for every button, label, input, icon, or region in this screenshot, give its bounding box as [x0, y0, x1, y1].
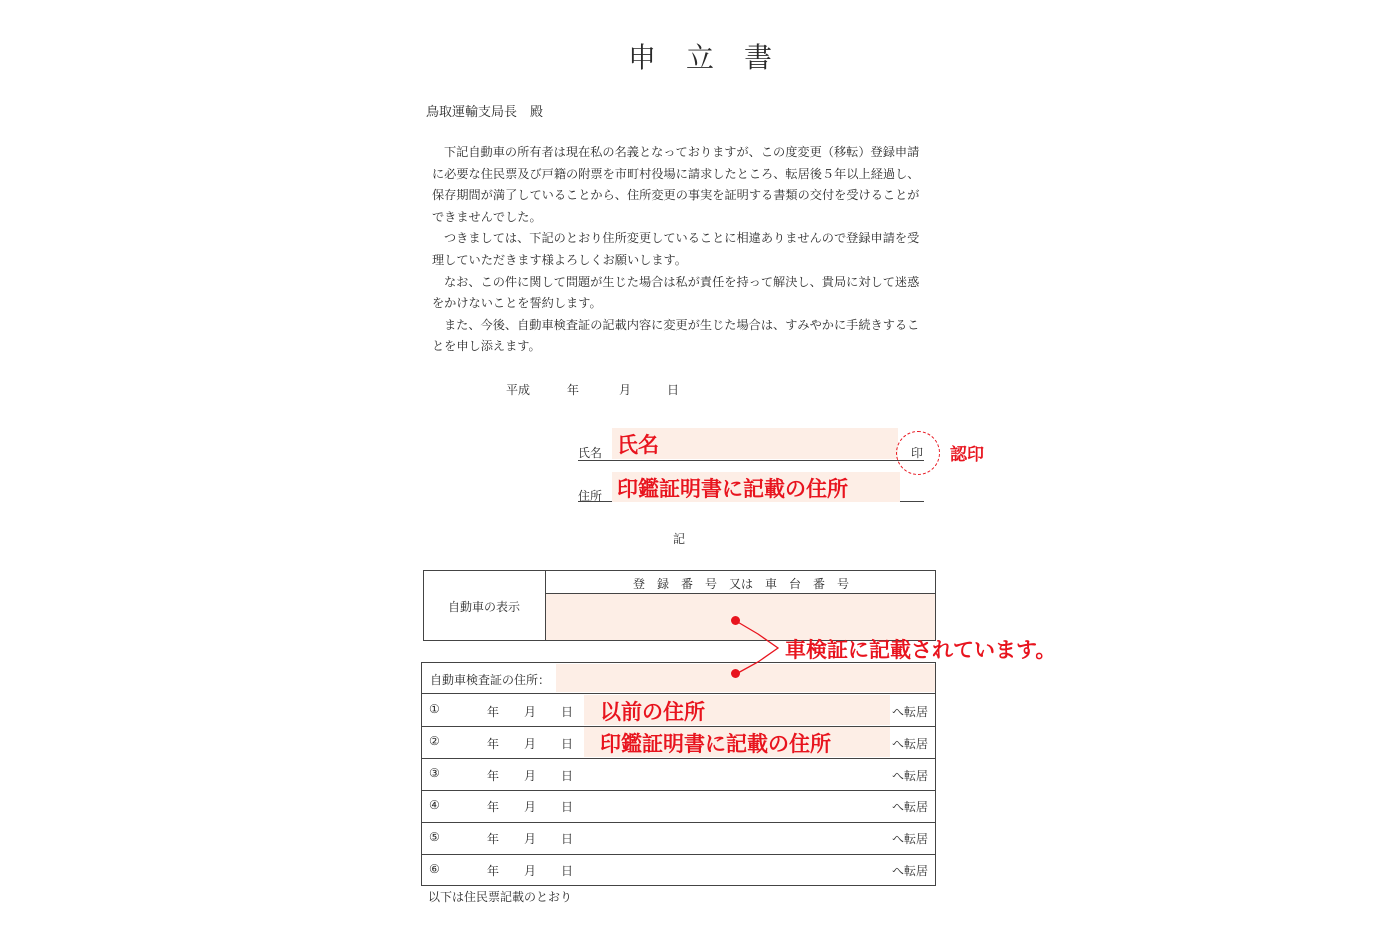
body-line: できませんでした。 — [432, 209, 542, 224]
row-1-num: ① — [429, 702, 440, 716]
body-line: 下記自動車の所有者は現在私の名義となっておりますが、この度変更（移転）登録申請 — [444, 145, 920, 159]
row-1-annotation: 以前の住所 — [600, 700, 705, 724]
address-label: 住所 — [578, 489, 603, 503]
row-4-num: ④ — [429, 798, 440, 812]
body-line: また、今後、自動車検査証の記載内容に変更が生じた場合は、すみやかに手続きするこ — [444, 317, 920, 332]
row-6-month: 月 — [524, 864, 537, 878]
row-6-year: 年 — [487, 864, 500, 878]
row-3-suffix: へ転居 — [892, 769, 929, 783]
row-5-year: 年 — [487, 832, 500, 846]
body-line: つきましては、下記のとおり住所変更していることに相違ありませんので登録申請を受 — [444, 231, 920, 246]
inspection-address-label: 自動車検査証の住所： — [430, 673, 551, 687]
vehicle-number-header: 登 録 番 号 又は 車 台 番 号 — [632, 577, 849, 591]
row-4-day: 日 — [561, 800, 574, 814]
row-3-year: 年 — [487, 769, 500, 783]
callout-bracket-icon — [730, 610, 790, 686]
date-month: 月 — [619, 383, 632, 397]
seal-note: 認印 — [950, 445, 984, 465]
date-era: 平成 — [506, 383, 531, 397]
addressee: 鳥取運輸支局長 殿 — [426, 105, 544, 120]
body-line: をかけないことを誓約します。 — [432, 296, 602, 311]
shaken-note: 車検証に記載されています。 — [785, 638, 1057, 662]
date-day: 日 — [667, 383, 680, 397]
row-5-month: 月 — [524, 832, 537, 846]
name-underline — [578, 460, 924, 461]
name-label: 氏名 — [578, 446, 603, 460]
body-line: に必要な住民票及び戸籍の附票を市町村役場に請求したところ、転居後５年以上経過し、 — [432, 166, 920, 181]
row-2-month: 月 — [524, 737, 537, 751]
row-2-suffix: へ転居 — [892, 737, 929, 751]
row-5-num: ⑤ — [429, 830, 440, 844]
row-2-day: 日 — [561, 737, 574, 751]
body-line: とを申し添えます。 — [432, 339, 541, 354]
row-divider — [421, 693, 936, 694]
row-1-day: 日 — [561, 705, 574, 719]
row-5-day: 日 — [561, 832, 574, 846]
address-annotation: 印鑑証明書に記載の住所 — [617, 477, 848, 501]
row-3-month: 月 — [524, 769, 537, 783]
row-2-annotation: 印鑑証明書に記載の住所 — [600, 732, 831, 756]
row-1-month: 月 — [524, 705, 537, 719]
row-1-year: 年 — [487, 705, 500, 719]
body-line: 理していただきます様よろしくお願いします。 — [432, 252, 687, 267]
row-divider — [421, 758, 936, 759]
body-line: なお、この件に関して問題が生じた場合は私が責任を持って解決し、貴局に対して迷惑 — [444, 274, 920, 289]
row-3-num: ③ — [429, 766, 440, 780]
row-2-num: ② — [429, 734, 440, 748]
row-1-suffix: へ転居 — [892, 705, 929, 719]
vehicle-display-label: 自動車の表示 — [448, 600, 521, 614]
body-text — [432, 142, 942, 358]
row-4-month: 月 — [524, 800, 537, 814]
row-divider — [421, 790, 936, 791]
row-2-year: 年 — [487, 737, 500, 751]
row-4-suffix: へ転居 — [892, 800, 929, 814]
name-annotation: 氏名 — [617, 433, 659, 457]
row-divider — [421, 822, 936, 823]
footer-note: 以下は住民票記載のとおり — [428, 890, 573, 904]
row-6-num: ⑥ — [429, 862, 440, 876]
row-6-suffix: へ転居 — [892, 864, 929, 878]
date-year: 年 — [567, 383, 580, 397]
row-divider — [421, 854, 936, 855]
body-line: 保存期間が満了していることから、住所変更の事実を証明する書類の交付を受けることが — [432, 188, 920, 203]
ki-heading: 記 — [673, 532, 686, 546]
row-6-day: 日 — [561, 864, 574, 878]
row-5-suffix: へ転居 — [892, 832, 929, 846]
row-3-day: 日 — [561, 769, 574, 783]
seal-char: 印 — [911, 446, 924, 460]
page-title: 申立書 — [627, 41, 802, 74]
row-4-year: 年 — [487, 800, 500, 814]
seal-circle-icon — [896, 431, 940, 475]
